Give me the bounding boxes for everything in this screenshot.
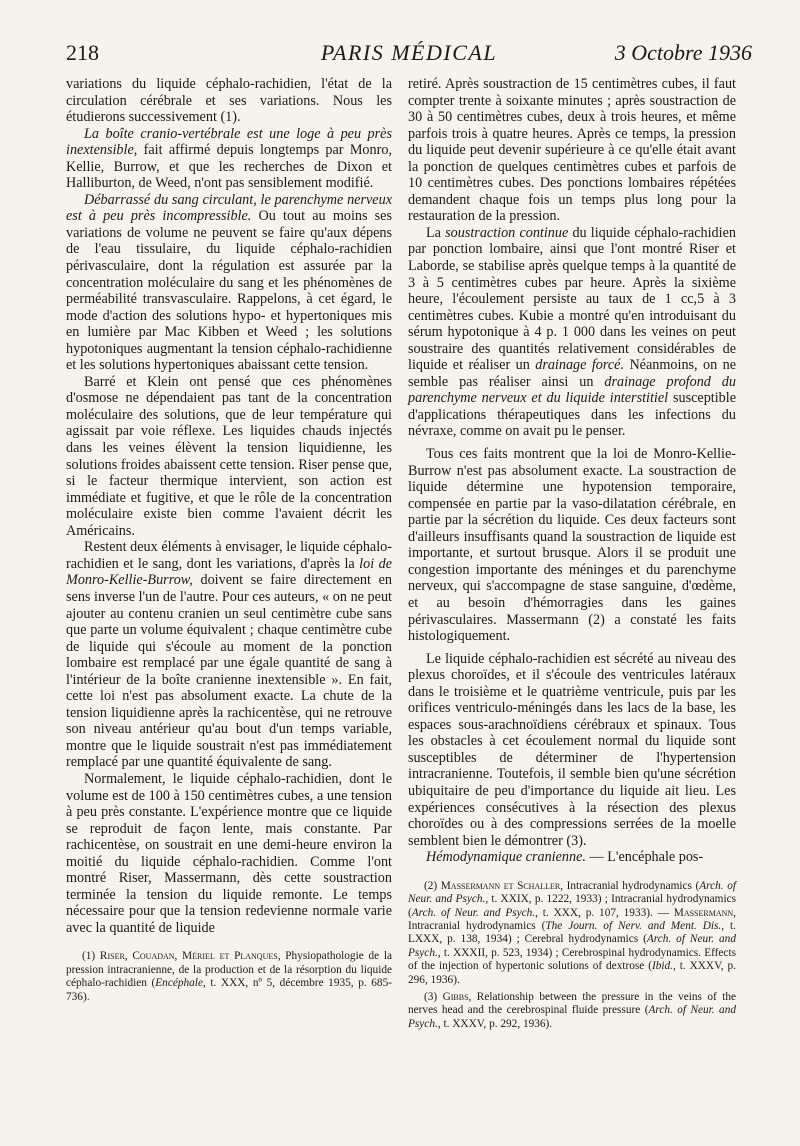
issue-date: 3 Octobre 1936 <box>614 40 752 65</box>
footnote-1: (1) Riser, Couadan, Mériel et Planques, Physiopathologie de la pression intracranienne, de la production et de la résorption du liquide céphalo-rachidien (Encéphale, t. XXX, nº 5, décembre 1935, p. 685-736). <box>66 950 393 1003</box>
paragraph: Restent deux éléments à envisager, le liquide céphalo-rachidien et le sang, dont les variations, d'après la loi de Monro-Kellie-Burrow, doivent se faire directement en sens inverse l'un de l'autre. Pour ces auteurs, « on ne peut ajouter au contenu cranien un seul centimètre cube sans que parte un volume équivalent ; chaque centimètre cube de liquide qui s'écoule au moment de la ponction lombaire est remplacé par une égale quantité de sang à l'intérieur de la boîte cranienne inextensible ». En fait, cette loi n'est pas absolument exacte. La chute de la tension liquidienne après la rachicentèse, qui ne retrouve son niveau antérieur qu'au bout d'un temps variable, montre que le liquide soustrait n'est pas immédiatement remplacé par une quantité équivalente de sang. <box>66 539 392 771</box>
paragraph: variations du liquide céphalo-rachidien, l'état de la circulation cérébrale et ses variations. Nous les étudierons successivement (1). <box>66 76 392 126</box>
footnote-2: (2) Massermann et Schaller, Intracranial hydrodynamics (Arch. of Neur. and Psych., t. XXIX, p. 1222, 1933) ; Intracranial hydrodynamics (Arch. of Neur. and Psych., t. XXX, p. 107, 1933). — Massermann, Intracranial hydrodynamics (The Journ. of Nerv. and Ment. Dis., t. LXXX, p. 138, 1934) ; Cerebral hydrodynamics (Arch. of Neur. and Psych., t. XXXII, p. 523, 1934) ; Cerebrospinal hydrodynamics. Effects of the injection of hypertonic solutions of dextrose (Ibid., t. XXXV, p. 296, 1936). <box>408 879 737 986</box>
footnote-3: (3) Gibbs, Relationship between the pressure in the veins of the nerves head and the cerebrospinal fluide pressure (Arch. of Neur. and Psych., t. XXXV, p. 292, 1936). <box>408 990 736 1030</box>
paragraph: Débarrassé du sang circulant, le parenchyme nerveux est à peu près incompressible. Ou tout au moins ses variations de volume ne peuvent se faire qu'aux dépens de l'eau tissulaire, du liquide céphalo-rachidien périvasculaire, dont la régulation est assurée par la concentration moléculaire du sang et les phénomènes de perméabilité transvasculaire. Rappelons, à cet égard, le mode d'action des solutions hypo- et hypertoniques mis en lumière par Mac Kibben et Weed ; les solutions hypotoniques augmentant la tension céphalo-rachidienne et les solutions hypertoniques abaissant cette tension. <box>66 191 393 374</box>
paragraph: La soustraction continue du liquide céphalo-rachidien par ponction lombaire, ainsi que l'ont montré Riser et Laborde, se stabilise après quelque temps à la quantité de 3 à 5 centimètres cubes par heure. Après la sixième heure, l'écoulement persiste au taux de 1 cc,5 à 3 centimètres cubes. Kubie a montré qu'en introduisant du sérum hypotonique à 4 p. 1 000 dans les veines on peut soustraire des quantités relativement considérables de liquide et réaliser un drainage forcé. Néanmoins, on ne semble pas réaliser ainsi un drainage profond du parenchyme nerveux et du liquide interstitiel susceptible d'applications thérapeutiques dans les infections du névraxe, comme on avait pu le penser. <box>408 224 737 440</box>
paragraph: retiré. Après soustraction de 15 centimètres cubes, il faut compter trente à soixante minutes ; après soustraction de 30 à 50 centimètres cubes, deux à trois heures, et même parfois trois à quatre heures. Après ce temps, la pression du liquide peut devenir supérieure à ce qu'elle était avant la ponction de quelques centimètres cubes et parfois de 10 centimètres cubes. Des ponctions lombaires répétées demandent chaque fois un temps plus long pour la restauration de la pression. <box>408 76 736 225</box>
paragraph: Normalement, le liquide céphalo-rachidien, dont le volume est de 100 à 150 centimètres cubes, a une tension à peu près constante. L'expérience montre que ce liquide se reproduit de façon lente, mais constante. Par rachicentèse, on soustrait en une demi-heure environ la moitié du liquide céphalo-rachidien. Comme l'ont montré Riser, Massermann, dès cette soustraction terminée la tension du liquide remonte. Le temps nécessaire pour que la tension redevienne normale varie avec la quantité de liquide <box>66 770 392 936</box>
left-column <box>66 76 392 1004</box>
paragraph: Le liquide céphalo-rachidien est sécrété au niveau des plexus choroïdes, et il s'écoule des ventricules latéraux dans le troisième et le quatrième ventricule, puis par les orifices ventriculo-méningés dans les lacs de la base, les espaces sous-arachnoïdiens cérébraux et spinaux. Tous les obstacles à cet écoulement normal du liquide sont susceptibles de déterminer de l'hypertension intracranienne. Toutefois, il semble bien qu'une sécrétion ubiquitaire de peu d'importance du liquide ait lieu. Les expériences consécutives à la résection des plexus choroïdes ou à des compressions serrées de la moelle semblent bien le démontrer (3). <box>408 650 736 849</box>
page-number: 218 <box>66 40 99 65</box>
paragraph: Hémodynamique cranienne. — L'encéphale pos- <box>426 849 704 866</box>
paragraph: Tous ces faits montrent que la loi de Monro-Kellie-Burrow n'est pas absolument exacte. La soustraction de liquide détermine une hypotension temporaire, compensée en partie par la vaso-dilatation cérébrale, en partie par la sécrétion du liquide. Ces deux facteurs sont d'ailleurs insuffisants quand la soustraction de liquide est importante, et surtout brusque. Alors il se produit une congestion importante des méninges et du parenchyme nerveux, qui s'accompagne de stase sanguine, d'œdème, et au besoin d'hémorragies dans les gaines périvasculaires. Massermann (2) a constaté les faits histologiquement. <box>408 446 736 645</box>
right-column <box>408 76 736 1031</box>
paragraph: Barré et Klein ont pensé que ces phénomènes d'osmose ne dépendaient pas tant de la concentration moléculaire des solutions, que de leur température qui agissait par voie réflexe. Les liquides chauds injectés dans les veines élèvent la tension liquidienne, les solutions froides abaissent cette tension. Riser pense que, si le facteur thermique intervient, son action est immédiate et fugitive, et que le rôle de la concentration moléculaire existe bien comme l'avaient décrit les Américains. <box>66 373 392 539</box>
paragraph: La boîte cranio-vertébrale est une loge à peu près inextensible, fait affirmé depuis longtemps par Monro, Kellie, Burrow, et que les recherches de Dixon et Halliburton, de Weed, n'ont pas sensiblement modifié. <box>66 125 392 192</box>
journal-title: PARIS MÉDICAL <box>320 40 498 65</box>
running-header <box>66 38 752 72</box>
